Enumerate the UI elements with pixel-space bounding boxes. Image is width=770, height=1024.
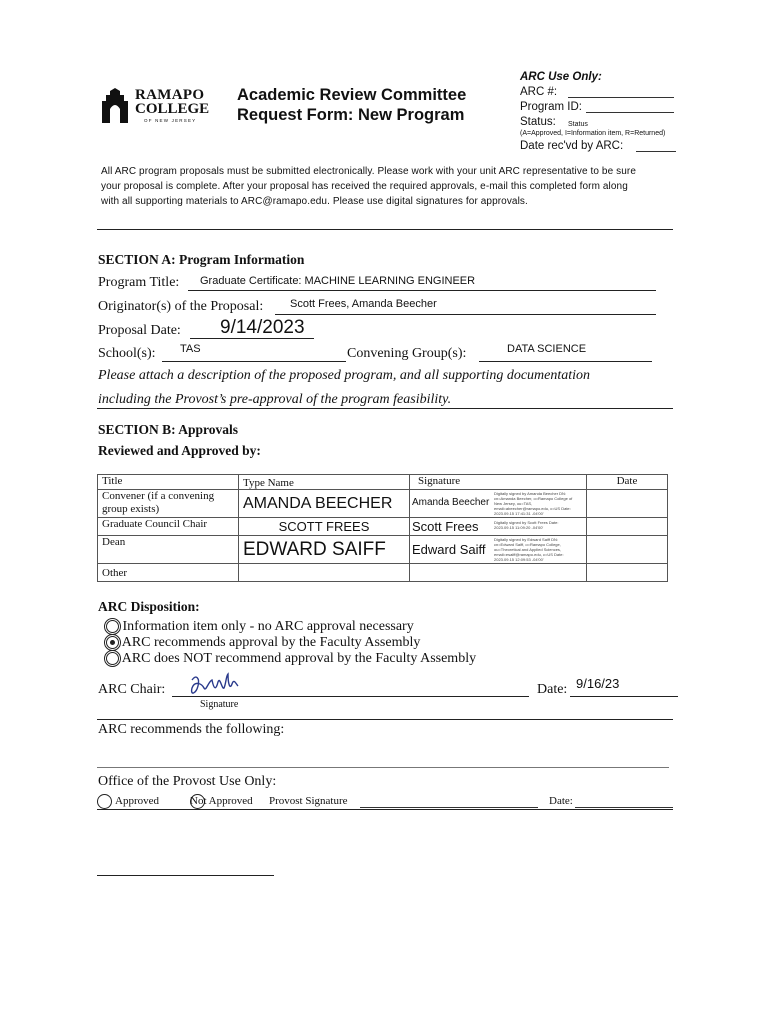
approvals-table: [97, 474, 668, 582]
arc-use-box: [520, 70, 690, 154]
disposition-options: [106, 619, 476, 667]
radio-information-item[interactable]: [106, 620, 119, 633]
form-title: [237, 85, 466, 125]
schools-field[interactable]: TAS: [180, 343, 201, 355]
chair-date-underline: [570, 696, 678, 697]
option-label: ARC recommends approval by the Faculty Assembly: [121, 635, 421, 650]
section-b-heading: SECTION B: Approvals: [98, 422, 239, 437]
row-date[interactable]: [587, 564, 668, 582]
row-signature[interactable]: [410, 536, 587, 564]
logo-line3: OF NEW JERSEY: [144, 118, 197, 123]
title-line1: Academic Review Committee: [237, 86, 467, 104]
intro-line3: with all supporting materials to ARC@ramapo.edu. Please use digital signatures for approvals.: [101, 196, 528, 207]
row-date[interactable]: [587, 490, 668, 518]
divider-a: [97, 408, 673, 409]
status-label: Status:: [520, 116, 556, 128]
provost-date-label: Date:: [549, 795, 573, 807]
footnote-rule: [97, 875, 274, 876]
row-date[interactable]: [587, 536, 668, 564]
date-recvd-label: Date rec'vd by ARC:: [520, 140, 624, 152]
option-label: Information item only - no ARC approval necessary: [122, 619, 414, 634]
program-title-label: Program Title:: [98, 275, 180, 290]
provost-row: [97, 793, 673, 810]
program-id-label: Program ID:: [520, 101, 582, 113]
row-title: Convener (if a convening group exists): [98, 490, 239, 518]
table-row: [98, 490, 668, 518]
table-row: [98, 518, 668, 536]
digital-signature-note: Digitally signed by Scott Frees Date: 2023.09.15 11:09:20 -04'00': [494, 520, 559, 530]
intro-line1: All ARC program proposals must be submitted electronically. Please work with your unit ARC representative to be sure: [101, 166, 636, 177]
option-label: ARC does NOT recommend approval by the Faculty Assembly: [121, 651, 477, 666]
signature-caption: Signature: [200, 699, 239, 710]
ramapo-logo: [100, 87, 210, 123]
status-field[interactable]: Status: [568, 121, 588, 128]
row-title: Graduate Council Chair: [98, 518, 239, 536]
disposition-option[interactable]: [106, 635, 476, 651]
section-b-subheading: Reviewed and Approved by:: [98, 443, 261, 458]
approved-label: Approved: [115, 795, 159, 807]
proposal-date-field[interactable]: 9/14/2023: [220, 317, 305, 338]
row-signature[interactable]: [410, 490, 587, 518]
signature-text: Amanda Beecher: [412, 497, 490, 508]
provost-signature-label: Provost Signature: [269, 795, 348, 807]
provost-date-field[interactable]: [575, 793, 673, 808]
divider-top: [97, 229, 673, 230]
schools-underline: [162, 361, 346, 362]
table-header-row: [98, 475, 668, 490]
proposal-date-label: Proposal Date:: [98, 323, 181, 338]
row-title: Dean: [98, 536, 239, 564]
radio-recommends-approval[interactable]: [106, 636, 119, 649]
col-title: Title: [98, 475, 239, 490]
attach-note-line2: including the Provost’s pre-approval of the program feasibility.: [98, 392, 452, 407]
arc-num-label: ARC #:: [520, 86, 558, 98]
logo-line2: COLLEGE: [135, 101, 210, 117]
arch-icon: [100, 87, 130, 123]
originators-label: Originator(s) of the Proposal:: [98, 299, 264, 314]
digital-signature-note: Digitally signed by Amanda Beecher DN: cn=Amanda Beecher, o=Ramapo College of New Jersey, ou=TAS, email=abeecher@ramapo.edu, c=US Date: 2023.09.15 17:41:31 -04'00': [494, 491, 573, 516]
disposition-heading: ARC Disposition:: [98, 599, 200, 614]
convening-underline: [479, 361, 652, 362]
row-title: Other: [98, 564, 239, 582]
chair-signature-icon[interactable]: [186, 670, 242, 700]
provost-heading: Office of the Provost Use Only:: [98, 774, 277, 789]
not-approved-label: Not Approved: [190, 795, 253, 807]
row-signature[interactable]: [410, 518, 587, 536]
row-signature[interactable]: [410, 564, 587, 582]
recommends-label: ARC recommends the following:: [98, 722, 285, 737]
convening-label: Convening Group(s):: [347, 346, 467, 361]
signature-text: Edward Saiff: [412, 542, 486, 557]
signature-text: Scott Frees: [412, 519, 479, 534]
col-signature: Signature: [410, 475, 587, 490]
date-recvd-field[interactable]: [636, 139, 676, 152]
provost-signature-field[interactable]: [360, 793, 538, 808]
recommends-line[interactable]: [97, 767, 669, 768]
status-legend: (A=Approved, I=Information item, R=Returned): [520, 130, 666, 137]
divider-disposition: [97, 719, 673, 720]
originators-field[interactable]: Scott Frees, Amanda Beecher: [290, 298, 437, 310]
chair-date-field[interactable]: 9/16/23: [576, 676, 620, 691]
table-row: [98, 564, 668, 582]
arc-use-heading: ARC Use Only:: [520, 71, 602, 83]
originators-underline: [275, 314, 656, 315]
arc-num-field[interactable]: [568, 85, 674, 98]
intro-line2: your proposal is complete. After your proposal has received the required approvals, e-mail this completed form along: [101, 181, 628, 192]
disposition-option[interactable]: [106, 619, 476, 635]
program-title-field[interactable]: Graduate Certificate: MACHINE LEARNING ENGINEER: [200, 275, 476, 287]
col-date: Date: [587, 475, 668, 490]
arc-chair-label: ARC Chair:: [98, 682, 166, 697]
col-type-name: Type Name: [239, 475, 410, 490]
attach-note: [98, 364, 590, 412]
convening-field[interactable]: DATA SCIENCE: [507, 343, 587, 355]
row-type-name[interactable]: AMANDA BEECHER: [239, 490, 410, 518]
section-a-heading: SECTION A: Program Information: [98, 252, 305, 267]
digital-signature-note: Digitally signed by Edward Saiff DN: cn=Edward Saiff, o=Ramapo College, ou=Theoretical and Applied Sciences, email=esaiff@ramapo.edu, c=US Date: 2023.09.15 12:09:53 -04'00': [494, 537, 564, 562]
chair-date-label: Date:: [537, 682, 568, 697]
divider-provost: [97, 809, 673, 810]
logo-line1: RAMAPO: [135, 87, 205, 103]
disposition-option[interactable]: [106, 651, 476, 667]
row-date[interactable]: [587, 518, 668, 536]
table-row: [98, 536, 668, 564]
title-line2: Request Form: New Program: [237, 106, 465, 124]
radio-not-recommend[interactable]: [106, 652, 119, 665]
attach-note-line1: Please attach a description of the proposed program, and all supporting documentation: [98, 368, 591, 383]
program-id-field[interactable]: [586, 100, 674, 113]
row-type-name[interactable]: SCOTT FREES: [239, 518, 410, 536]
program-title-underline: [188, 290, 656, 291]
row-type-name[interactable]: EDWARD SAIFF: [239, 536, 410, 564]
intro-text: [101, 164, 701, 209]
schools-label: School(s):: [98, 346, 156, 361]
radio-approved[interactable]: [97, 794, 112, 809]
row-type-name[interactable]: [239, 564, 410, 582]
